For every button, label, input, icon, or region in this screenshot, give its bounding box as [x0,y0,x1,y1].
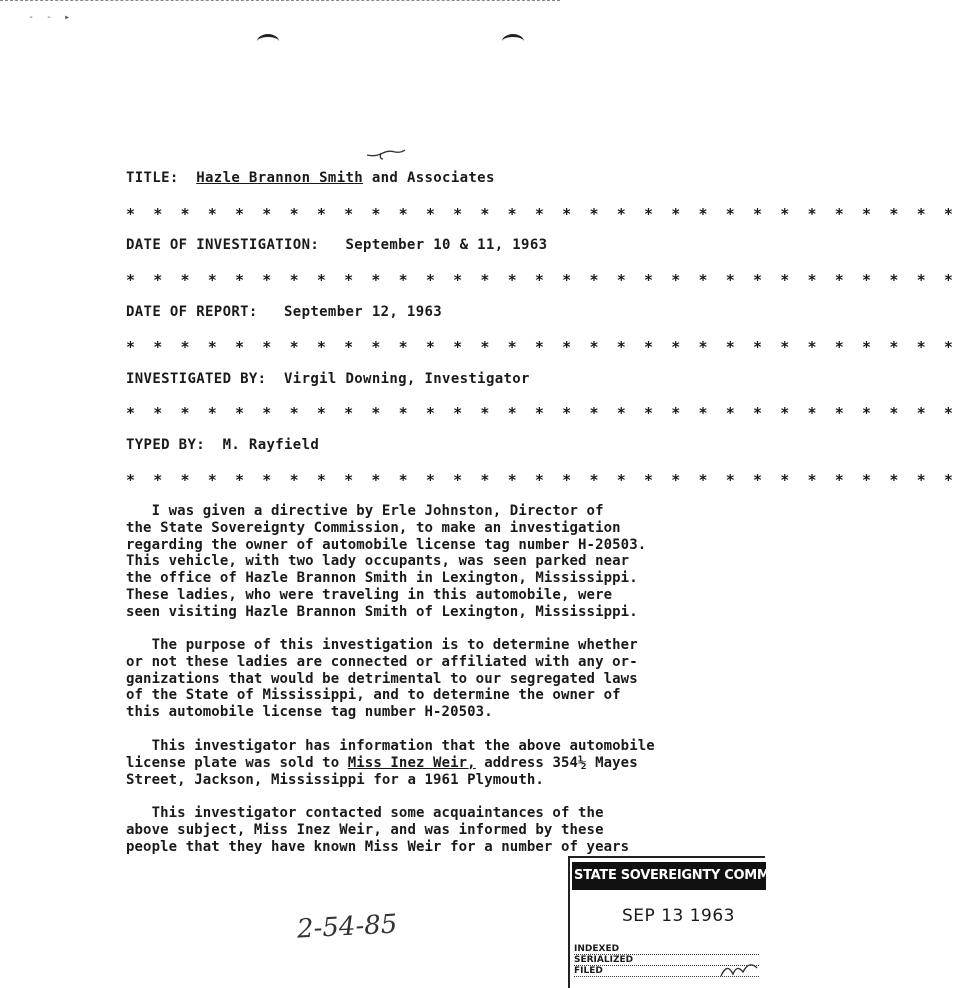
title-field [126,170,495,186]
star-separator: * * * * * * * * * * * * * * * * * * * * * * * * * * * * * * * [126,404,957,422]
paragraph-3 [126,738,706,788]
paragraph-line: people that they have known Miss Weir for a number of years [126,838,630,855]
typed-by-label: TYPED BY: [126,437,206,453]
paragraph-line: This vehicle, with two lady occupants, was seen parked near [126,553,630,570]
paragraph-line: I was given a directive by Erle Johnston, Director of [126,503,604,519]
paragraph-1 [126,503,706,621]
paragraph-line: seen visiting Hazle Brannon Smith of Lexington, Mississippi. [126,603,638,620]
stamp-date: SEP 13 1963 [622,906,735,926]
punch-hole-mark-left [257,34,279,49]
star-separator: * * * * * * * * * * * * * * * * * * * * * * * * * * * * * * * [126,471,957,489]
paragraph-line: These ladies, who were traveling in this automobile, were [126,586,613,603]
pen-mark-icon [365,147,407,161]
paragraph-line: the State Sovereignty Commission, to make an investigation [126,519,621,536]
date-of-investigation-field [126,237,547,253]
paragraph-line: Street, Jackson, Mississippi for a 1961 Plymouth. [126,771,544,788]
paragraph-line: of the State of Mississippi, and to determine the owner of [126,687,621,704]
title-label: TITLE: [126,170,179,186]
date-of-report-label: DATE OF REPORT: [126,304,258,320]
paragraph-line: This investigator contacted some acquaintances of the [126,805,604,821]
investigated-by-value: Virgil Downing, Investigator [284,371,530,387]
corner-mark: - - ▸ [28,12,71,23]
paragraph-line [126,755,706,772]
date-of-report-value: September 12, 1963 [284,304,443,320]
received-stamp [568,856,818,988]
paragraph-2 [126,637,706,721]
investigated-by-label: INVESTIGATED BY: [126,371,267,387]
paragraph-line: this automobile license tag number H-20503. [126,704,493,721]
stamp-indexed: INDEXED [574,944,759,955]
paragraph-line: The purpose of this investigation is to determine whether [126,637,638,653]
paragraph-4 [126,805,706,855]
initials-scribble-icon [719,958,759,980]
typed-by-value: M. Rayfield [222,437,320,453]
title-value: Hazle Brannon Smith [196,170,364,186]
date-of-investigation-value: September 10 & 11, 1963 [345,237,548,253]
typed-by-field [126,437,319,453]
stamp-filed: FILED [574,966,759,977]
paragraph-line: or not these ladies are connected or affiliated with any or- [126,653,638,670]
star-separator: * * * * * * * * * * * * * * * * * * * * * * * * * * * * * * * [126,271,957,289]
stamp-serialized: SERIALIZED [574,955,759,966]
line-text: address 354½ Mayes [475,754,638,771]
paragraph-line: ganizations that would be detrimental to our segregated laws [126,670,638,687]
paragraph-line: This investigator has information that the above automobile [126,738,655,754]
star-separator: * * * * * * * * * * * * * * * * * * * * * * * * * * * * * * * [126,338,957,356]
title-rest: and Associates [363,170,495,186]
paragraph-line: the office of Hazle Brannon Smith in Lexington, Mississippi. [126,570,638,587]
paragraph-line: regarding the owner of automobile license tag number H-20503. [126,536,647,553]
star-separator: * * * * * * * * * * * * * * * * * * * * * * * * * * * * * * * [126,205,957,223]
investigated-by-field [126,371,530,387]
date-of-report-field [126,304,442,320]
top-dashed-border [0,0,560,5]
date-of-investigation-label: DATE OF INVESTIGATION: [126,237,320,253]
stamp-header: STATE SOVEREIGNTY COMMISSION [572,862,766,890]
paragraph-line: above subject, Miss Inez Weir, and was informed by these [126,821,604,838]
subject-name: Miss Inez Weir, [347,754,476,771]
line-text: license plate was sold to [126,754,348,771]
punch-hole-mark-right [502,34,524,49]
handwritten-file-number: 2-54-85 [296,909,398,945]
